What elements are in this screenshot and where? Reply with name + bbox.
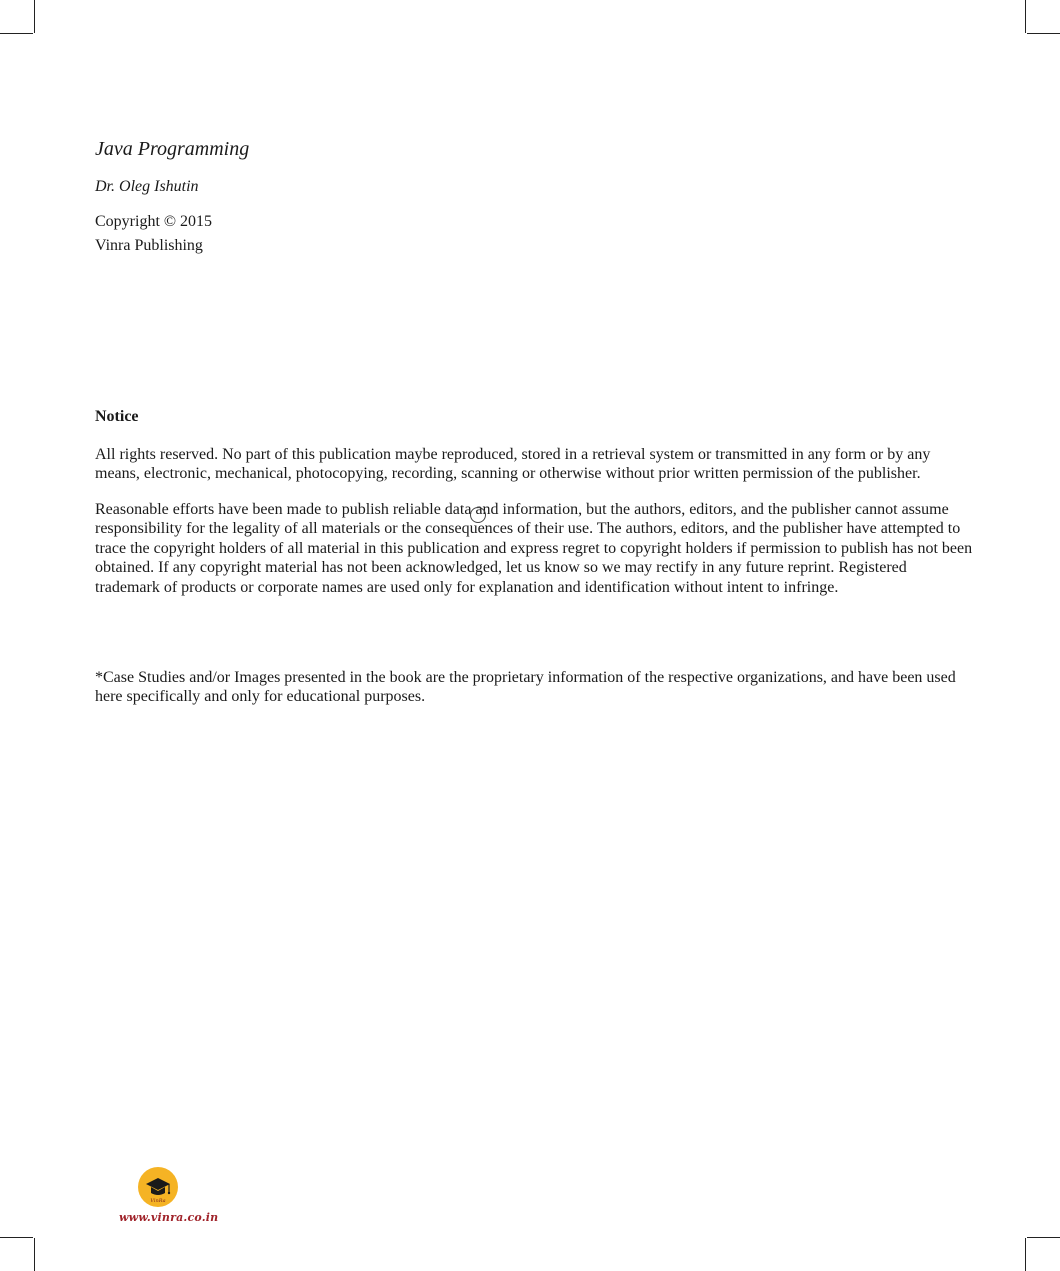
crop-mark-bottom-right-vertical xyxy=(1025,1238,1026,1271)
graduation-cap-icon xyxy=(138,1167,178,1207)
copyright-line: Copyright © 2015 xyxy=(95,213,213,230)
crop-mark-top-right-horizontal xyxy=(1027,33,1060,34)
cursor-circle-icon xyxy=(470,507,486,523)
book-author: Dr. Oleg Ishutin xyxy=(95,178,199,195)
disclaimer-paragraph: Reasonable efforts have been made to publish reliable data and information, but the authors, editors, and the publisher cannot assume responsibility for the legality of all materials or the consequences of their use. The authors, editors, and the publisher have attempted to trace the copyright holders of all material in this publication and express regret to copyright holders if permission to publish has not been obtained. If any copyright material has not been acknowledged, let us know so we may rectify in any future reprint. Registered trademark of products or corporate names are used only for explanation and identification without intent to infringe. xyxy=(95,501,973,596)
crop-mark-bottom-right-horizontal xyxy=(1027,1237,1060,1238)
website-link[interactable]: www.vinra.co.in xyxy=(119,1211,219,1224)
case-studies-note: *Case Studies and/or Images presented in the book are the proprietary information of the respective organizations, and have been used here specifically and only for educational purposes. xyxy=(95,669,956,706)
publisher-logo xyxy=(138,1167,178,1207)
crop-mark-top-right-vertical xyxy=(1025,0,1026,33)
publisher-name: Vinra Publishing xyxy=(95,237,203,254)
crop-mark-top-left-vertical xyxy=(34,0,35,33)
book-title: Java Programming xyxy=(95,138,250,160)
crop-mark-bottom-left-vertical xyxy=(34,1238,35,1271)
copyright-block xyxy=(95,210,212,258)
logo-text: VinRa xyxy=(150,1198,166,1204)
notice-heading: Notice xyxy=(95,408,139,425)
rights-paragraph: All rights reserved. No part of this publication maybe reproduced, stored in a retrieval system or transmitted in any form or by any means, electronic, mechanical, photocopying, recording, scanning or otherwise without prior written permission of the publisher. xyxy=(95,446,931,483)
crop-mark-top-left-horizontal xyxy=(0,33,33,34)
crop-mark-bottom-left-horizontal xyxy=(0,1237,33,1238)
